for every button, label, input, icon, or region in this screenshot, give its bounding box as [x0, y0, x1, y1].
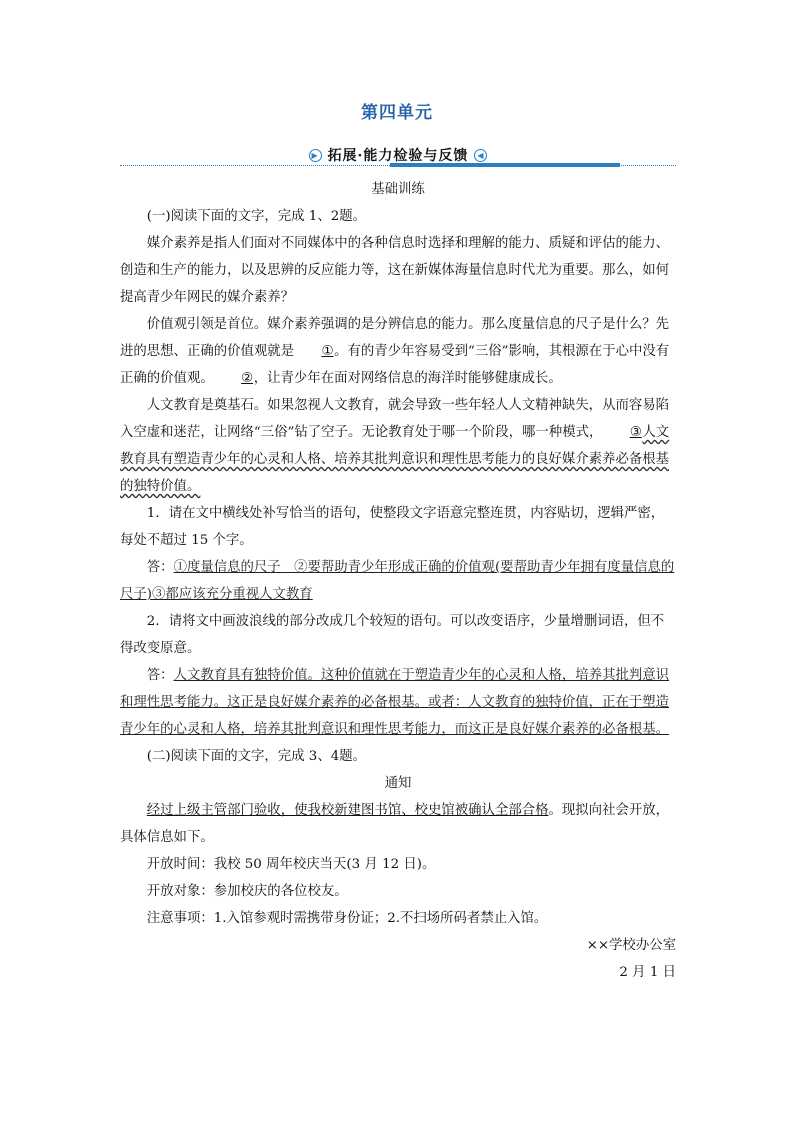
passage-paragraph-3: [120, 392, 676, 500]
blank-2: ②: [241, 371, 254, 386]
question-1: 1．请在文中横线处补写恰当的语句，使整段文字语意完整连贯，内容贴切，逻辑严密，每处不超过 15 个字。: [120, 506, 665, 548]
passage-text: 人文教育是奠基石。如果忽视人文教育，就会导致一些年轻人人文精神缺失，从而容易陷入空虚和迷茫，让网络“三俗”钻了空子。无论教育处于哪一个阶段，哪一种模式，: [120, 398, 670, 440]
notice-open-time: 开放时间：我校 50 周年校庆当天(3 月 12 日)。: [146, 857, 436, 872]
blank-1: ①: [321, 344, 334, 359]
section-banner: [120, 141, 676, 171]
arrow-left-icon: ◀: [474, 149, 487, 162]
arrow-right-icon: ▶: [309, 149, 322, 162]
notice-date: 2 月 1 日: [619, 965, 676, 980]
passage-paragraph-1: 媒介素养是指人们面对不同媒体中的各种信息时选择和理解的能力、质疑和评估的能力、创造和生产的能力，以及思辨的反应能力等，这在新媒体海量信息时代尤为重要。那么，如何提高青少年网民的媒介素养？: [120, 236, 670, 305]
banner-heading: [120, 145, 676, 165]
answer-text: ①度量信息的尺子 ②要帮助青少年形成正确的价值观(要帮助青少年拥有度量信息的尺子)③都应该充分重视人文教育: [120, 560, 675, 602]
question-2: 2．请将文中画波浪线的部分改成几个较短的语句。可以改变语序，少量增删词语，但不得改变原意。: [120, 614, 665, 656]
passage-text: 价值观引领是首位。媒介素养强调的是分辨信息的能力。那么度量信息的尺子是什么？先进的思想、正确的价值观就是: [120, 317, 670, 359]
part2-instruction: (二)阅读下面的文字，完成 3、4题。: [146, 749, 367, 764]
answer-text: 人文教育具有独特价值。这种价值就在于塑造青少年的心灵和人格，培养其批判意识和理性思考能力。这正是良好媒介素养的必备根基。或者：人文教育的独特价值，正在于塑造青少年的心灵和人格，培养其批判意识和理性思考能力，而这正是良好媒介素养的必备根基。: [120, 668, 670, 737]
answer-1: [120, 554, 676, 608]
notice-text: 。现拟向社会开放，具体信息如下。: [120, 803, 670, 845]
notice-open-to: 开放对象：参加校庆的各位校友。: [146, 884, 348, 899]
document-body: [120, 176, 676, 986]
blank-3: ③: [629, 425, 642, 440]
answer-label: 答：: [146, 560, 174, 575]
notice-paragraph: [120, 797, 676, 851]
passage-paragraph-2: [120, 311, 676, 392]
notice-notes: 注意事项：1.入馆参观时需携带身份证；2.不扫场所码者禁止入馆。: [146, 911, 548, 926]
notice-title: 通知: [384, 776, 412, 791]
passage-text: ，让青少年在面对网络信息的海洋时能够健康成长。: [253, 371, 562, 386]
answer-2: [120, 662, 676, 743]
part1-instruction: (一)阅读下面的文字，完成 1、2题。: [146, 209, 367, 224]
passage-text: 。有的青少年容易受到“三俗”影响，其根源在于心中没有正确的价值观。: [120, 344, 670, 386]
notice-signature: ××学校办公室: [586, 938, 676, 953]
wavy-underlined-text: 人文教育具有塑造青少年的心灵和人格、培养其批判意识和理性思考能力的良好媒介素养必备根基的独特价值。: [120, 425, 670, 494]
answer-label: 答：: [146, 668, 174, 683]
unit-title: 第四单元: [361, 103, 433, 123]
section-title: 基础训练: [371, 182, 425, 197]
underlined-sentence: 经过上级主管部门验收，使我校新建图书馆、校史馆被确认全部合格: [146, 803, 549, 818]
banner-label: 拓展·能力检验与反馈: [327, 148, 469, 164]
